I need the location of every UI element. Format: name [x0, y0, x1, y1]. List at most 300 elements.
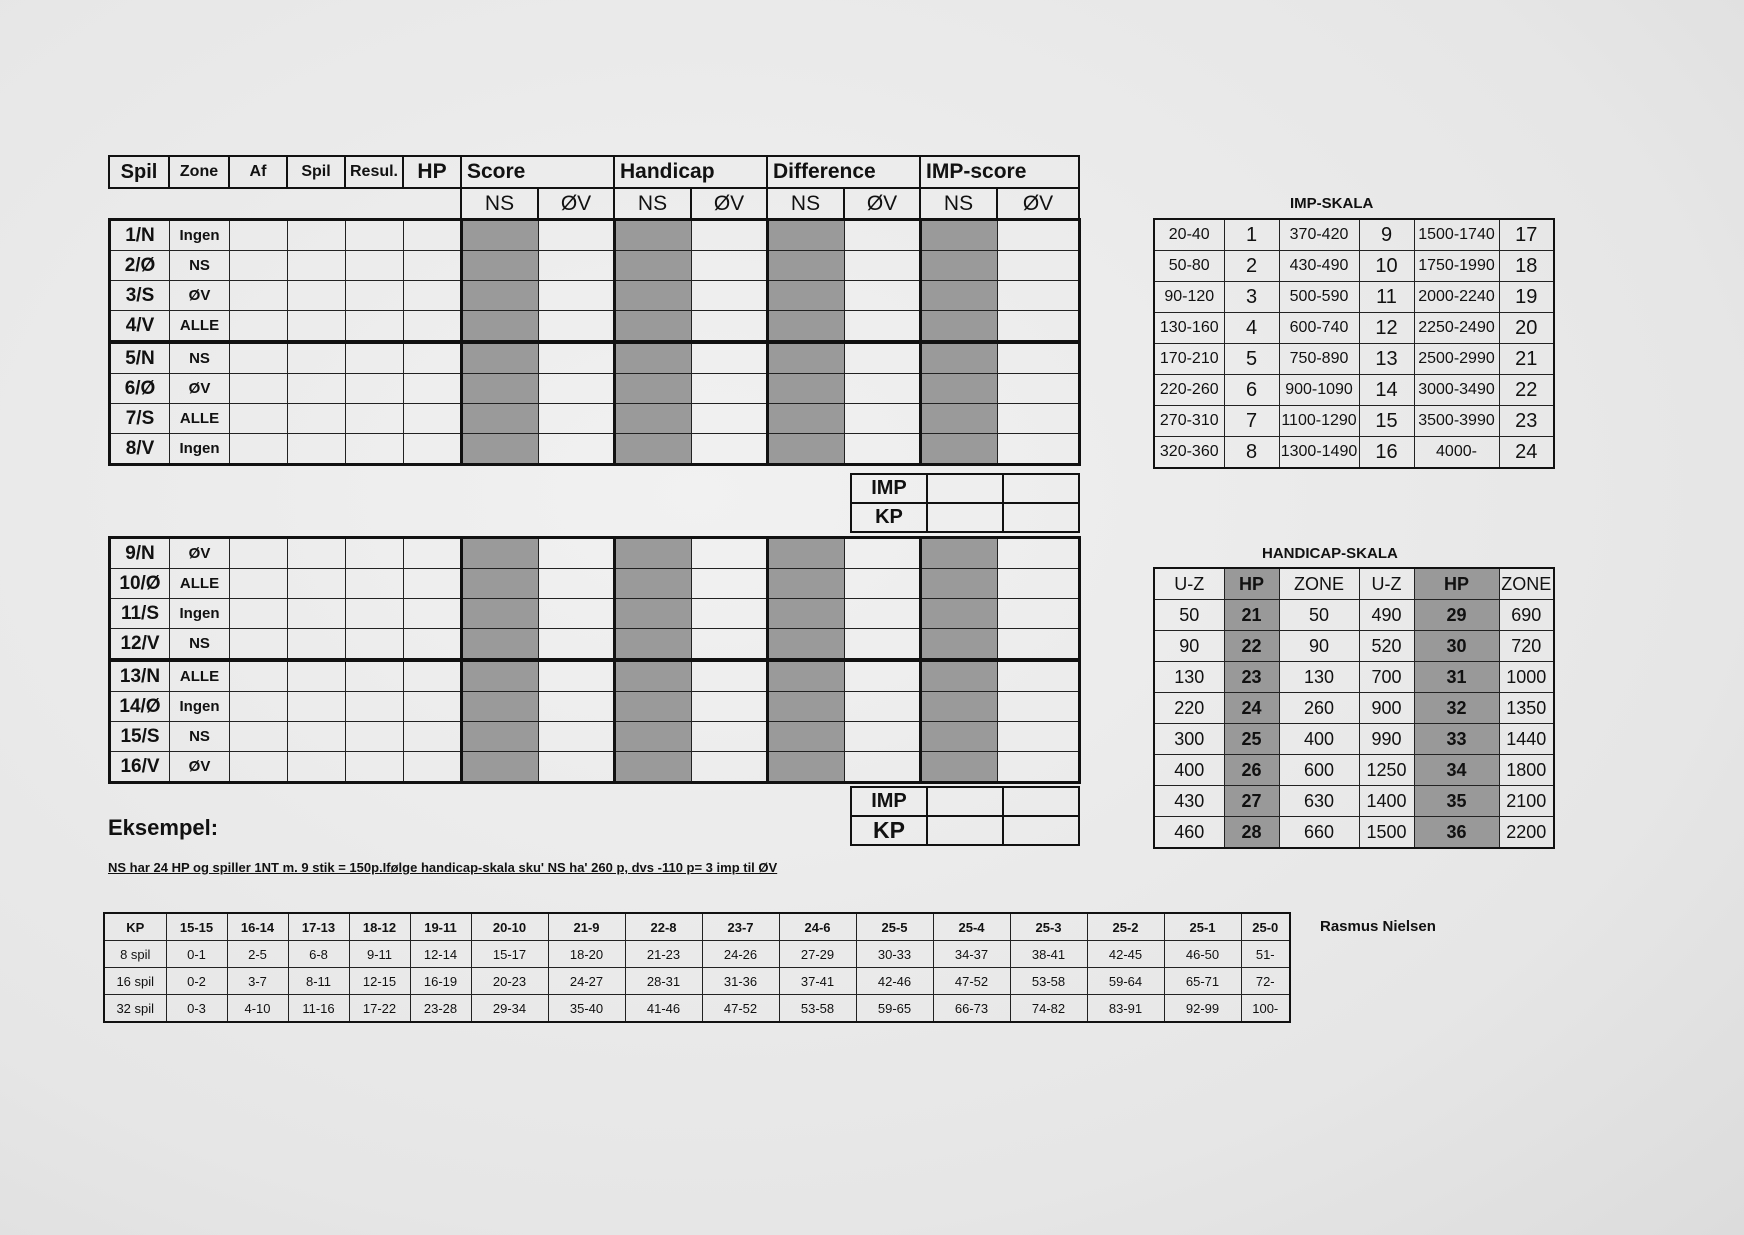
resul-cell[interactable] — [346, 281, 404, 311]
board-row — [110, 281, 1080, 311]
score-value: 430 — [1154, 786, 1224, 817]
score-value: 630 — [1279, 786, 1359, 817]
hp-cell[interactable] — [404, 692, 462, 722]
score-ns-cell[interactable] — [462, 538, 539, 569]
board-number: 8/V — [110, 434, 170, 465]
spil-cell[interactable] — [288, 342, 346, 374]
imp-ns-cell[interactable] — [921, 722, 998, 752]
board-row — [110, 311, 1080, 343]
score-value: 90 — [1154, 631, 1224, 662]
score-ns-cell[interactable] — [462, 722, 539, 752]
imp-ns-cell[interactable] — [921, 752, 998, 783]
col-spil2: Spil — [287, 156, 345, 188]
kp-header: 25-0 — [1241, 913, 1290, 941]
kp-range: 92-99 — [1164, 995, 1241, 1023]
imp-ov-cell[interactable] — [998, 599, 1080, 629]
point-range: 600-740 — [1279, 313, 1359, 344]
score-ov-cell[interactable] — [539, 569, 615, 599]
imp-ns-cell[interactable] — [921, 220, 998, 251]
handicap-header: HP — [1414, 568, 1499, 600]
hp-cell[interactable] — [404, 660, 462, 692]
hp-cell[interactable] — [404, 342, 462, 374]
score-ov-cell[interactable] — [539, 251, 615, 281]
difference-ov-cell[interactable] — [845, 722, 921, 752]
score-ov-cell[interactable] — [539, 311, 615, 343]
imp-ov-cell[interactable] — [998, 722, 1080, 752]
spil-cell[interactable] — [288, 660, 346, 692]
difference-ov-cell[interactable] — [845, 629, 921, 661]
difference-ns-cell[interactable] — [768, 220, 845, 251]
imp-ns-cell[interactable] — [921, 281, 998, 311]
score-ns-cell[interactable] — [462, 251, 539, 281]
score-value: 990 — [1359, 724, 1414, 755]
imp-ns-cell[interactable] — [921, 660, 998, 692]
imp-value: 16 — [1359, 437, 1414, 469]
difference-ns-cell[interactable] — [768, 538, 845, 569]
handicap-row — [1154, 693, 1554, 724]
kp-ns-total[interactable] — [927, 503, 1003, 532]
imp-scale-title: IMP-SKALA — [1290, 195, 1374, 212]
board-number: 16/V — [110, 752, 170, 783]
handicap-ov-cell[interactable] — [692, 251, 768, 281]
spil-cell[interactable] — [288, 722, 346, 752]
score-ov-cell[interactable] — [539, 434, 615, 465]
handicap-ov-cell[interactable] — [692, 342, 768, 374]
kp-range: 24-27 — [548, 968, 625, 995]
score-value: 900 — [1359, 693, 1414, 724]
difference-ov-cell[interactable] — [845, 374, 921, 404]
af-cell[interactable] — [230, 752, 288, 783]
difference-ov-cell[interactable] — [845, 342, 921, 374]
imp-ns-cell[interactable] — [921, 538, 998, 569]
imp-ns-cell[interactable] — [921, 434, 998, 465]
af-cell[interactable] — [230, 251, 288, 281]
imp-ov-cell[interactable] — [998, 629, 1080, 661]
kp-range: 83-91 — [1087, 995, 1164, 1023]
score-ov-cell[interactable] — [539, 342, 615, 374]
score-ov-cell[interactable] — [539, 374, 615, 404]
score-ns-cell[interactable] — [462, 569, 539, 599]
spil-cell[interactable] — [288, 569, 346, 599]
resul-cell[interactable] — [346, 629, 404, 661]
resul-cell[interactable] — [346, 538, 404, 569]
kp-header: 18-12 — [349, 913, 410, 941]
difference-ns-cell[interactable] — [768, 404, 845, 434]
difference-ns-cell[interactable] — [768, 722, 845, 752]
hp-cell[interactable] — [404, 220, 462, 251]
difference-ns-cell[interactable] — [768, 569, 845, 599]
handicap-ns-cell[interactable] — [615, 569, 692, 599]
handicap-ns-cell[interactable] — [615, 220, 692, 251]
hp-cell[interactable] — [404, 251, 462, 281]
imp-ov-cell[interactable] — [998, 434, 1080, 465]
spil-cell[interactable] — [288, 374, 346, 404]
score-value: 400 — [1154, 755, 1224, 786]
handicap-ov-cell[interactable] — [692, 220, 768, 251]
imp-ov-cell[interactable] — [998, 374, 1080, 404]
af-cell[interactable] — [230, 342, 288, 374]
resul-cell[interactable] — [346, 752, 404, 783]
col-hp: HP — [403, 156, 461, 188]
score-value: 700 — [1359, 662, 1414, 693]
score-value: 2100 — [1499, 786, 1554, 817]
imp-ns-cell[interactable] — [921, 692, 998, 722]
score-ov-cell[interactable] — [539, 220, 615, 251]
kp-header: 17-13 — [288, 913, 349, 941]
imp-ns-cell[interactable] — [921, 311, 998, 343]
handicap-ov-cell[interactable] — [692, 660, 768, 692]
af-cell[interactable] — [230, 281, 288, 311]
af-cell[interactable] — [230, 220, 288, 251]
kp-ov-total[interactable] — [1003, 503, 1079, 532]
point-range: 2500-2990 — [1414, 344, 1499, 375]
handicap-header: ZONE — [1279, 568, 1359, 600]
score-value: 50 — [1154, 600, 1224, 631]
handicap-ov-cell[interactable] — [692, 434, 768, 465]
imp-scale-row — [1154, 437, 1554, 469]
handicap-ns-cell[interactable] — [615, 434, 692, 465]
spil-cell[interactable] — [288, 220, 346, 251]
point-range: 430-490 — [1279, 251, 1359, 282]
hp-cell[interactable] — [404, 722, 462, 752]
kp-range: 47-52 — [933, 968, 1010, 995]
handicap-ns-cell[interactable] — [615, 599, 692, 629]
handicap-ov-cell[interactable] — [692, 281, 768, 311]
af-cell[interactable] — [230, 599, 288, 629]
board-zone: ØV — [170, 538, 230, 569]
board-zone: ALLE — [170, 569, 230, 599]
spil-cell[interactable] — [288, 599, 346, 629]
imp-value: 9 — [1359, 219, 1414, 251]
boards-1-8 — [108, 218, 1081, 466]
board-number: 6/Ø — [110, 374, 170, 404]
score-value: 460 — [1154, 817, 1224, 849]
kp-range: 29-34 — [471, 995, 548, 1023]
spil-cell[interactable] — [288, 434, 346, 465]
af-cell[interactable] — [230, 660, 288, 692]
resul-cell[interactable] — [346, 404, 404, 434]
kp-range: 100- — [1241, 995, 1290, 1023]
handicap-ov: ØV — [691, 188, 767, 220]
spil-cell[interactable] — [288, 311, 346, 343]
imp-value: 19 — [1499, 282, 1554, 313]
kp-header: 25-5 — [856, 913, 933, 941]
imp-value: 12 — [1359, 313, 1414, 344]
imp-scale-row — [1154, 375, 1554, 406]
resul-cell[interactable] — [346, 722, 404, 752]
difference-ns-cell[interactable] — [768, 692, 845, 722]
resul-cell[interactable] — [346, 692, 404, 722]
imp-ns-total-2[interactable] — [927, 787, 1003, 816]
score-value: 400 — [1279, 724, 1359, 755]
kp-ns-total-2[interactable] — [927, 816, 1003, 845]
spil-cell[interactable] — [288, 281, 346, 311]
score-value: 260 — [1279, 693, 1359, 724]
imp-ov-cell[interactable] — [998, 752, 1080, 783]
resul-cell[interactable] — [346, 342, 404, 374]
spil-cell[interactable] — [288, 538, 346, 569]
board-row — [110, 629, 1080, 661]
score-value: 520 — [1359, 631, 1414, 662]
difference-ns-cell[interactable] — [768, 434, 845, 465]
resul-cell[interactable] — [346, 311, 404, 343]
imp-ov-cell[interactable] — [998, 281, 1080, 311]
spil-cell[interactable] — [288, 752, 346, 783]
hp-cell[interactable] — [404, 434, 462, 465]
spil-cell[interactable] — [288, 251, 346, 281]
resul-cell[interactable] — [346, 374, 404, 404]
point-range: 320-360 — [1154, 437, 1224, 469]
kp-range: 59-65 — [856, 995, 933, 1023]
imp-ov-cell[interactable] — [998, 220, 1080, 251]
kp-header: 25-3 — [1010, 913, 1087, 941]
score-ns-cell[interactable] — [462, 660, 539, 692]
spil-cell[interactable] — [288, 629, 346, 661]
handicap-ns-cell[interactable] — [615, 660, 692, 692]
difference-ov-cell[interactable] — [845, 538, 921, 569]
score-ns-cell[interactable] — [462, 629, 539, 661]
af-cell[interactable] — [230, 538, 288, 569]
score-ov-cell[interactable] — [539, 281, 615, 311]
handicap-ov-cell[interactable] — [692, 569, 768, 599]
difference-ov-cell[interactable] — [845, 404, 921, 434]
difference-ns-cell[interactable] — [768, 374, 845, 404]
difference-ov-cell[interactable] — [845, 752, 921, 783]
kp-range: 59-64 — [1087, 968, 1164, 995]
imp-ov: ØV — [997, 188, 1079, 220]
col-zone: Zone — [169, 156, 229, 188]
af-cell[interactable] — [230, 722, 288, 752]
kp-row — [104, 995, 1290, 1023]
board-number: 3/S — [110, 281, 170, 311]
imp-ns-cell[interactable] — [921, 629, 998, 661]
af-cell[interactable] — [230, 692, 288, 722]
resul-cell[interactable] — [346, 251, 404, 281]
board-zone: NS — [170, 251, 230, 281]
difference-ov-cell[interactable] — [845, 569, 921, 599]
difference-ov-cell[interactable] — [845, 692, 921, 722]
imp-ov-cell[interactable] — [998, 538, 1080, 569]
handicap-ns-cell[interactable] — [615, 722, 692, 752]
af-cell[interactable] — [230, 569, 288, 599]
imp-ov-cell[interactable] — [998, 311, 1080, 343]
score-ns-cell[interactable] — [462, 599, 539, 629]
af-cell[interactable] — [230, 434, 288, 465]
hp-cell[interactable] — [404, 374, 462, 404]
score-ns-cell[interactable] — [462, 374, 539, 404]
imp-value: 21 — [1499, 344, 1554, 375]
score-value: 490 — [1359, 600, 1414, 631]
resul-cell[interactable] — [346, 434, 404, 465]
af-cell[interactable] — [230, 311, 288, 343]
score-ov-cell[interactable] — [539, 538, 615, 569]
kp-header: 21-9 — [548, 913, 625, 941]
point-range: 3000-3490 — [1414, 375, 1499, 406]
imp-value: 24 — [1499, 437, 1554, 469]
handicap-ov-cell[interactable] — [692, 722, 768, 752]
point-range: 2000-2240 — [1414, 282, 1499, 313]
difference-ov-cell[interactable] — [845, 599, 921, 629]
handicap-ns-cell[interactable] — [615, 342, 692, 374]
totals-1 — [850, 473, 1080, 533]
score-value: 300 — [1154, 724, 1224, 755]
kp-range: 74-82 — [1010, 995, 1087, 1023]
board-number: 1/N — [110, 220, 170, 251]
point-range: 170-210 — [1154, 344, 1224, 375]
hp-cell[interactable] — [404, 752, 462, 783]
handicap-ns-cell[interactable] — [615, 404, 692, 434]
imp-value: 7 — [1224, 406, 1279, 437]
col-imp-score: IMP-score — [920, 156, 1079, 188]
score-value: 1440 — [1499, 724, 1554, 755]
handicap-ov-cell[interactable] — [692, 374, 768, 404]
score-ov-cell[interactable] — [539, 752, 615, 783]
imp-ov-total[interactable] — [1003, 474, 1079, 503]
imp-ns-cell[interactable] — [921, 599, 998, 629]
af-cell[interactable] — [230, 404, 288, 434]
handicap-ov-cell[interactable] — [692, 538, 768, 569]
imp-ov-cell[interactable] — [998, 342, 1080, 374]
imp-ov-total-2[interactable] — [1003, 787, 1079, 816]
imp-ns-cell[interactable] — [921, 342, 998, 374]
hp-cell[interactable] — [404, 281, 462, 311]
difference-ns-cell[interactable] — [768, 342, 845, 374]
score-ov-cell[interactable] — [539, 692, 615, 722]
hp-cell[interactable] — [404, 629, 462, 661]
resul-cell[interactable] — [346, 569, 404, 599]
difference-ns-cell[interactable] — [768, 599, 845, 629]
hp-cell[interactable] — [404, 569, 462, 599]
hp-value: 26 — [1224, 755, 1279, 786]
imp-value: 22 — [1499, 375, 1554, 406]
score-value: 720 — [1499, 631, 1554, 662]
score-ns-cell[interactable] — [462, 220, 539, 251]
handicap-ov-cell[interactable] — [692, 599, 768, 629]
handicap-ov-cell[interactable] — [692, 629, 768, 661]
score-ns-cell[interactable] — [462, 434, 539, 465]
imp-value: 20 — [1499, 313, 1554, 344]
difference-ov-cell[interactable] — [845, 281, 921, 311]
difference-ov-cell[interactable] — [845, 220, 921, 251]
hp-value: 28 — [1224, 817, 1279, 849]
handicap-ns-cell[interactable] — [615, 752, 692, 783]
point-range: 1300-1490 — [1279, 437, 1359, 469]
kp-range: 6-8 — [288, 941, 349, 968]
difference-ns-cell[interactable] — [768, 660, 845, 692]
imp-ov-cell[interactable] — [998, 251, 1080, 281]
imp-ov-cell[interactable] — [998, 404, 1080, 434]
difference-ns-cell[interactable] — [768, 629, 845, 661]
handicap-ns-cell[interactable] — [615, 629, 692, 661]
spil-cell[interactable] — [288, 404, 346, 434]
score-ns-cell[interactable] — [462, 342, 539, 374]
difference-ov-cell[interactable] — [845, 660, 921, 692]
board-zone: Ingen — [170, 692, 230, 722]
score-ns-cell[interactable] — [462, 311, 539, 343]
score-ns-cell[interactable] — [462, 281, 539, 311]
score-ov-cell[interactable] — [539, 599, 615, 629]
handicap-ns-cell[interactable] — [615, 692, 692, 722]
handicap-ov-cell[interactable] — [692, 752, 768, 783]
board-row — [110, 538, 1080, 569]
kp-range: 12-15 — [349, 968, 410, 995]
difference-ov-cell[interactable] — [845, 251, 921, 281]
kp-range: 16-19 — [410, 968, 471, 995]
af-cell[interactable] — [230, 629, 288, 661]
boards-9-16 — [108, 536, 1081, 784]
resul-cell[interactable] — [346, 220, 404, 251]
handicap-ns-cell[interactable] — [615, 311, 692, 343]
imp-ns-cell[interactable] — [921, 404, 998, 434]
difference-ns-cell[interactable] — [768, 311, 845, 343]
hp-value: 35 — [1414, 786, 1499, 817]
difference-ov-cell[interactable] — [845, 434, 921, 465]
imp-ns-total[interactable] — [927, 474, 1003, 503]
resul-cell[interactable] — [346, 599, 404, 629]
handicap-ns-cell[interactable] — [615, 251, 692, 281]
kp-range: 24-26 — [702, 941, 779, 968]
handicap-ns-cell[interactable] — [615, 538, 692, 569]
score-value: 690 — [1499, 600, 1554, 631]
hp-cell[interactable] — [404, 311, 462, 343]
imp-ns-cell[interactable] — [921, 251, 998, 281]
spil-cell[interactable] — [288, 692, 346, 722]
imp-ov-cell[interactable] — [998, 660, 1080, 692]
point-range: 50-80 — [1154, 251, 1224, 282]
score-ns-cell[interactable] — [462, 404, 539, 434]
score-ov-cell[interactable] — [539, 404, 615, 434]
handicap-ov-cell[interactable] — [692, 311, 768, 343]
score-ns-cell[interactable] — [462, 752, 539, 783]
handicap-ov-cell[interactable] — [692, 692, 768, 722]
example-text: NS har 24 HP og spiller 1NT m. 9 stik = 150p.Ifølge handicap-skala sku' NS ha' 260 p, dvs -110 p= 3 imp til ØV — [108, 860, 778, 875]
score-ov-cell[interactable] — [539, 722, 615, 752]
imp-scale-row — [1154, 406, 1554, 437]
score-ns-cell[interactable] — [462, 692, 539, 722]
imp-ns-cell[interactable] — [921, 569, 998, 599]
hp-cell[interactable] — [404, 404, 462, 434]
hp-cell[interactable] — [404, 599, 462, 629]
kp-range: 65-71 — [1164, 968, 1241, 995]
imp-ov-cell[interactable] — [998, 569, 1080, 599]
handicap-ns-cell[interactable] — [615, 281, 692, 311]
point-range: 3500-3990 — [1414, 406, 1499, 437]
difference-ns-cell[interactable] — [768, 752, 845, 783]
board-number: 12/V — [110, 629, 170, 661]
handicap-row — [1154, 724, 1554, 755]
board-row — [110, 342, 1080, 374]
kp-ov-total-2[interactable] — [1003, 816, 1079, 845]
difference-ns-cell[interactable] — [768, 281, 845, 311]
point-range: 130-160 — [1154, 313, 1224, 344]
resul-cell[interactable] — [346, 660, 404, 692]
kp-header: 16-14 — [227, 913, 288, 941]
imp-ov-cell[interactable] — [998, 692, 1080, 722]
handicap-ov-cell[interactable] — [692, 404, 768, 434]
point-range: 2250-2490 — [1414, 313, 1499, 344]
imp-ns-cell[interactable] — [921, 374, 998, 404]
score-ov-cell[interactable] — [539, 660, 615, 692]
af-cell[interactable] — [230, 374, 288, 404]
kp-range: 42-46 — [856, 968, 933, 995]
handicap-ns-cell[interactable] — [615, 374, 692, 404]
kp-range: 37-41 — [779, 968, 856, 995]
difference-ns-cell[interactable] — [768, 251, 845, 281]
score-ov-cell[interactable] — [539, 629, 615, 661]
difference-ov-cell[interactable] — [845, 311, 921, 343]
hp-cell[interactable] — [404, 538, 462, 569]
board-zone: Ingen — [170, 434, 230, 465]
